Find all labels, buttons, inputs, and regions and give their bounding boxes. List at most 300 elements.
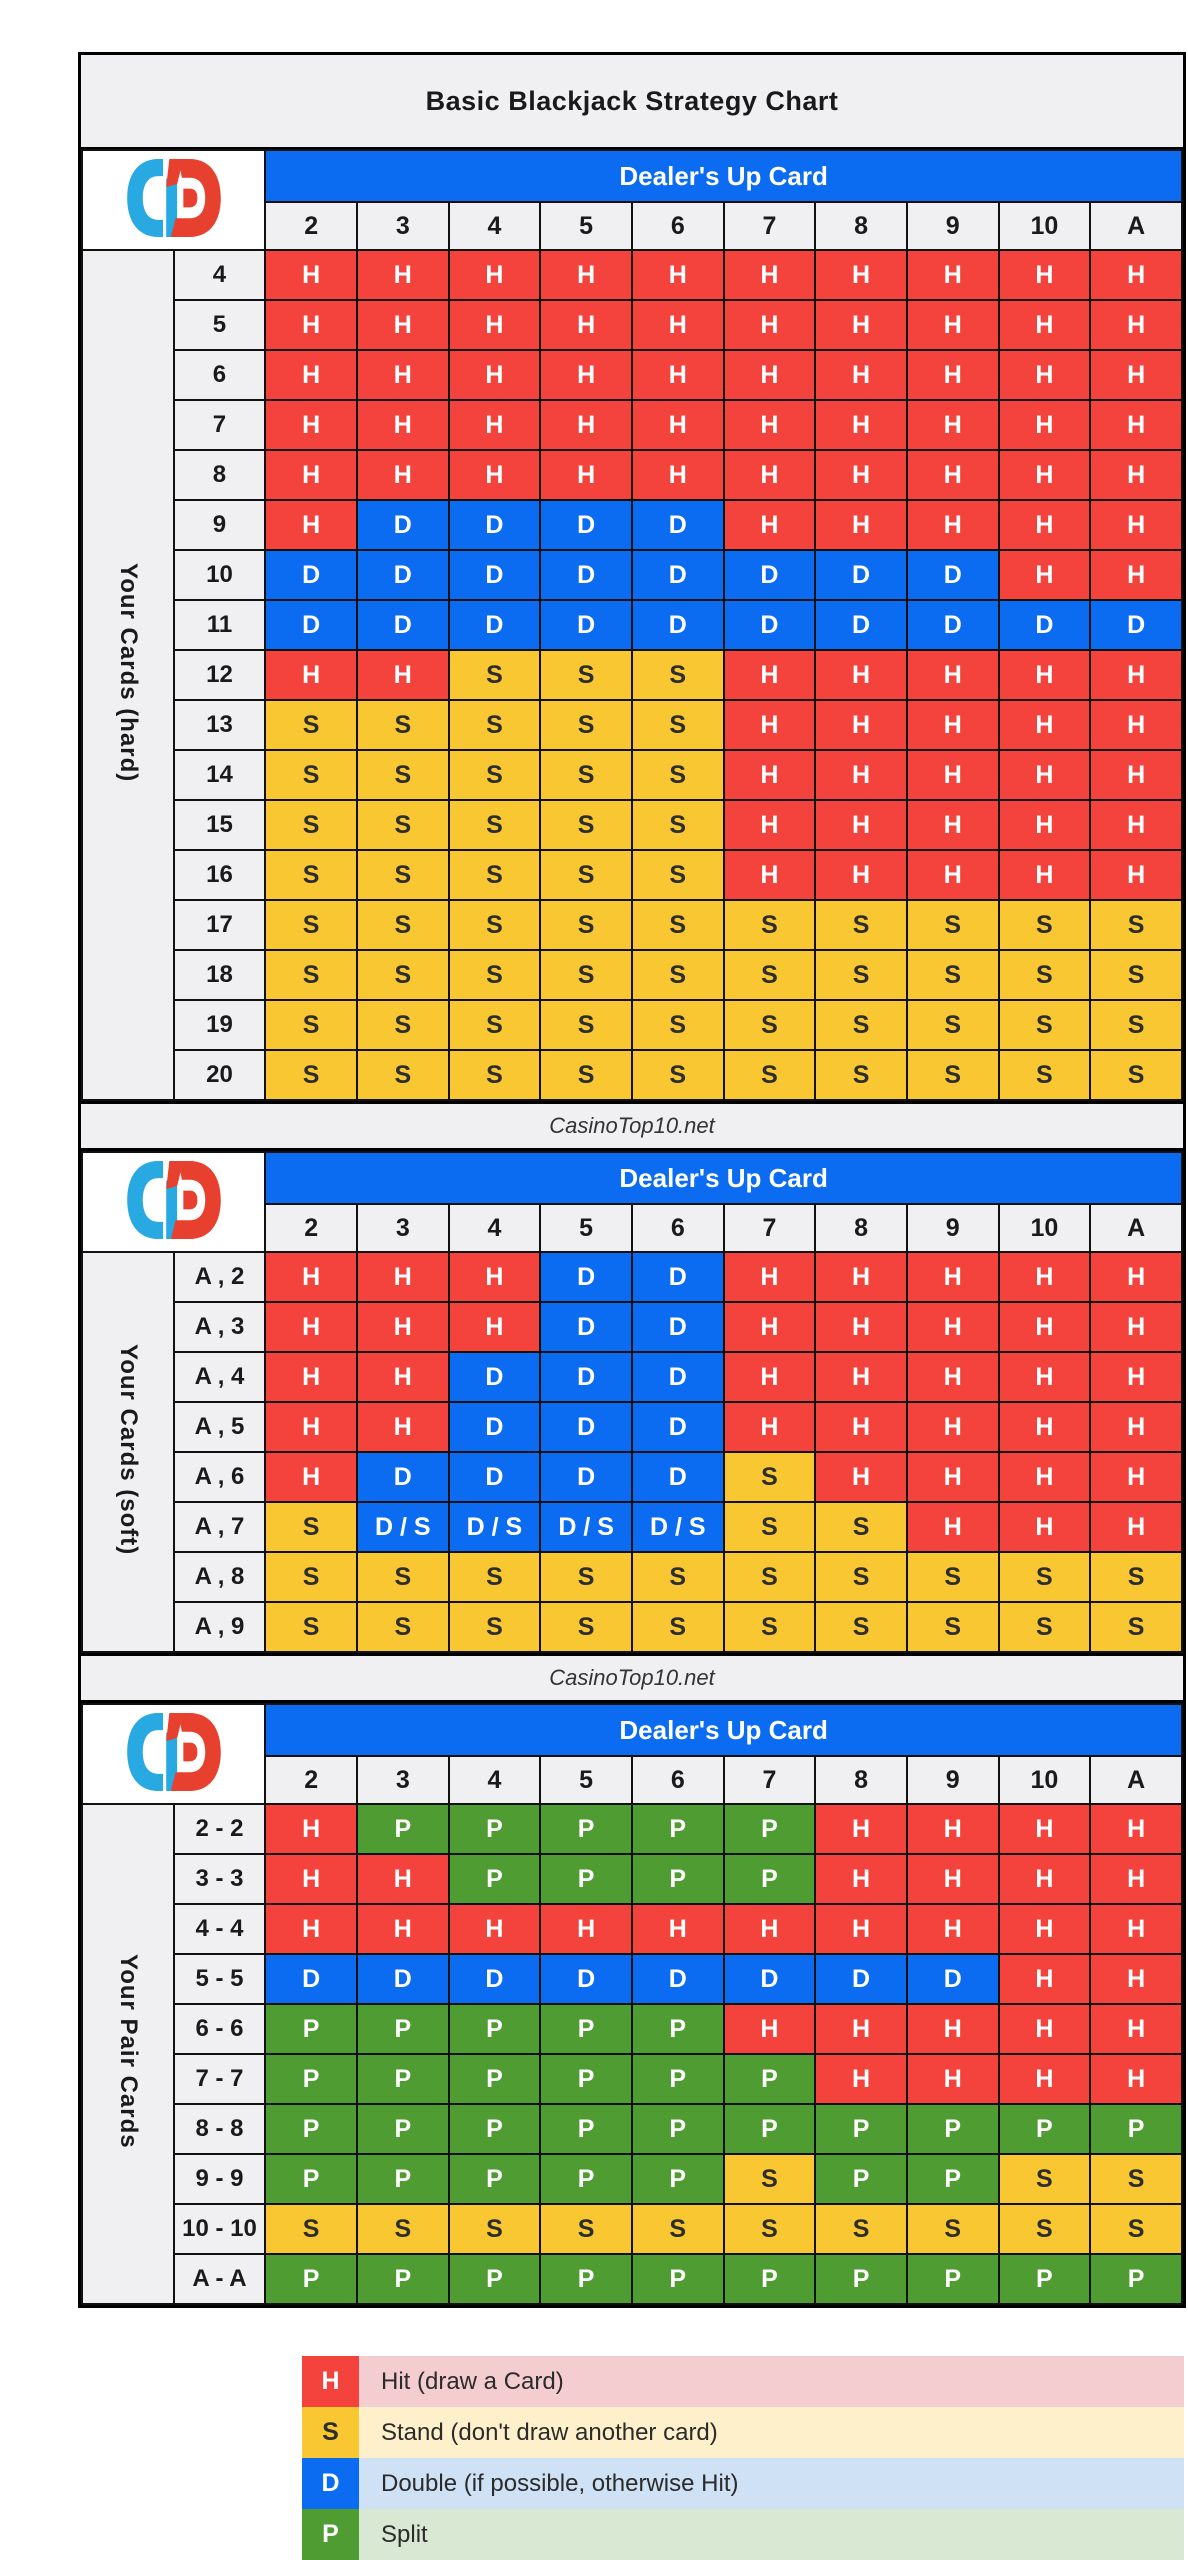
dealer-card-col: 3: [357, 1204, 449, 1252]
strategy-cell: S: [265, 2204, 357, 2254]
dealer-card-col: 5: [540, 202, 632, 250]
row-label: 8 - 8: [174, 2104, 266, 2154]
strategy-cell: S: [357, 1552, 449, 1602]
strategy-cell: P: [1090, 2104, 1182, 2154]
strategy-cell: P: [1090, 2254, 1182, 2304]
strategy-cell: P: [632, 2154, 724, 2204]
strategy-cell: H: [357, 1402, 449, 1452]
strategy-cell: P: [724, 1854, 816, 1904]
watermark-text: CasinoTop10.net: [81, 1653, 1183, 1703]
strategy-cell: D: [357, 500, 449, 550]
strategy-cell: H: [907, 850, 999, 900]
strategy-cell: P: [907, 2254, 999, 2304]
strategy-cell: H: [265, 250, 357, 300]
strategy-cell: P: [907, 2104, 999, 2154]
strategy-cell: S: [265, 1602, 357, 1652]
strategy-cell: P: [632, 1854, 724, 1904]
strategy-cell: D: [357, 600, 449, 650]
strategy-cell: D: [449, 1452, 541, 1502]
strategy-cell: S: [540, 900, 632, 950]
strategy-cell: D: [724, 600, 816, 650]
strategy-cell: H: [724, 850, 816, 900]
strategy-cell: H: [265, 1804, 357, 1854]
strategy-cell: S: [357, 900, 449, 950]
dealer-card-col: 9: [907, 1204, 999, 1252]
strategy-cell: P: [265, 2054, 357, 2104]
strategy-cell: H: [1090, 1854, 1182, 1904]
strategy-cell: S: [724, 900, 816, 950]
strategy-cell: S: [265, 1552, 357, 1602]
strategy-cell: P: [815, 2104, 907, 2154]
row-label: 3 - 3: [174, 1854, 266, 1904]
strategy-cell: D: [540, 1302, 632, 1352]
strategy-cell: S: [815, 2204, 907, 2254]
strategy-cell: H: [724, 300, 816, 350]
dealer-card-col: 2: [265, 1204, 357, 1252]
strategy-cell: S: [357, 1602, 449, 1652]
dealer-card-col: 9: [907, 1756, 999, 1804]
strategy-cell: D: [540, 1402, 632, 1452]
dealer-card-col: A: [1090, 1756, 1182, 1804]
strategy-cell: P: [449, 2054, 541, 2104]
strategy-cell: D: [632, 1352, 724, 1402]
row-label: A , 4: [174, 1352, 266, 1402]
strategy-cell: H: [265, 1452, 357, 1502]
side-label: [82, 1252, 174, 1652]
strategy-cell: H: [815, 1302, 907, 1352]
strategy-cell: S: [540, 2204, 632, 2254]
strategy-cell: P: [815, 2254, 907, 2304]
strategy-cell: D: [632, 550, 724, 600]
dealer-card-col: 8: [815, 1204, 907, 1252]
strategy-cell: H: [1090, 800, 1182, 850]
strategy-cell: H: [265, 350, 357, 400]
side-label-text: Your Cards (soft): [114, 1343, 142, 1556]
strategy-cell: S: [357, 850, 449, 900]
strategy-cell: P: [907, 2154, 999, 2204]
strategy-cell: S: [265, 1000, 357, 1050]
strategy-cell: P: [540, 2154, 632, 2204]
legend-row: [302, 2458, 1184, 2509]
strategy-cell: S: [540, 950, 632, 1000]
strategy-cell: H: [999, 1854, 1091, 1904]
strategy-cell: P: [265, 2004, 357, 2054]
strategy-cell: S: [907, 1000, 999, 1050]
row-label: A , 3: [174, 1302, 266, 1352]
strategy-cell: H: [999, 1954, 1091, 2004]
strategy-cell: S: [815, 950, 907, 1000]
strategy-cell: H: [907, 1252, 999, 1302]
pairs-table: [81, 1703, 1183, 2305]
strategy-cell: H: [357, 300, 449, 350]
strategy-cell: H: [907, 700, 999, 750]
strategy-cell: S: [449, 900, 541, 950]
strategy-cell: P: [357, 1804, 449, 1854]
row-label: 6 - 6: [174, 2004, 266, 2054]
row-label: 16: [174, 850, 266, 900]
strategy-cell: P: [449, 2004, 541, 2054]
strategy-cell: H: [815, 350, 907, 400]
strategy-cell: S: [265, 1502, 357, 1552]
strategy-cell: H: [999, 1904, 1091, 1954]
strategy-cell: P: [540, 2254, 632, 2304]
strategy-cell: H: [907, 250, 999, 300]
strategy-cell: H: [999, 450, 1091, 500]
dealer-card-col: 10: [999, 1756, 1091, 1804]
strategy-cell: H: [1090, 1302, 1182, 1352]
row-label: 10 - 10: [174, 2204, 266, 2254]
strategy-cell: H: [815, 300, 907, 350]
row-label: 7: [174, 400, 266, 450]
strategy-cell: D: [540, 600, 632, 650]
row-label: 12: [174, 650, 266, 700]
strategy-cell: P: [449, 2154, 541, 2204]
strategy-cell: H: [999, 2004, 1091, 2054]
strategy-cell: H: [724, 1302, 816, 1352]
strategy-cell: D: [357, 1452, 449, 1502]
strategy-cell: H: [449, 400, 541, 450]
strategy-cell: H: [357, 350, 449, 400]
strategy-cell: S: [815, 1602, 907, 1652]
strategy-cell: S: [632, 1000, 724, 1050]
strategy-cell: S: [724, 1602, 816, 1652]
strategy-cell: H: [999, 300, 1091, 350]
strategy-cell: S: [815, 1502, 907, 1552]
strategy-cell: H: [265, 1854, 357, 1904]
strategy-cell: S: [999, 900, 1091, 950]
strategy-cell: S: [1090, 1000, 1182, 1050]
strategy-cell: P: [540, 2054, 632, 2104]
strategy-cell: H: [815, 250, 907, 300]
strategy-cell: P: [357, 2154, 449, 2204]
strategy-cell: H: [815, 700, 907, 750]
strategy-cell: H: [265, 400, 357, 450]
strategy-cell: H: [1090, 1804, 1182, 1854]
dealer-card-col: 7: [724, 1204, 816, 1252]
strategy-cell: H: [724, 2004, 816, 2054]
strategy-cell: H: [815, 650, 907, 700]
strategy-cell: H: [540, 450, 632, 500]
strategy-cell: D: [815, 550, 907, 600]
strategy-cell: S: [815, 1000, 907, 1050]
strategy-cell: H: [540, 400, 632, 450]
strategy-cell: H: [724, 1252, 816, 1302]
strategy-cell: H: [907, 500, 999, 550]
strategy-cell: S: [540, 800, 632, 850]
strategy-cell: D: [449, 1402, 541, 1452]
dealer-card-col: 3: [357, 202, 449, 250]
strategy-cell: H: [907, 1402, 999, 1452]
strategy-cell: S: [724, 2154, 816, 2204]
strategy-cell: H: [1090, 2054, 1182, 2104]
strategy-cell: H: [999, 850, 1091, 900]
row-label: A - A: [174, 2254, 266, 2304]
dealer-card-col: 4: [449, 1756, 541, 1804]
strategy-cell: P: [449, 1854, 541, 1904]
strategy-cell: S: [1090, 1602, 1182, 1652]
dealer-card-col: 2: [265, 1756, 357, 1804]
strategy-cell: S: [357, 800, 449, 850]
strategy-cell: S: [265, 800, 357, 850]
strategy-cell: S: [449, 700, 541, 750]
strategy-cell: D: [907, 1954, 999, 2004]
strategy-cell: H: [815, 1904, 907, 1954]
strategy-cell: P: [265, 2254, 357, 2304]
strategy-cell: H: [632, 250, 724, 300]
strategy-cell: S: [357, 1050, 449, 1100]
strategy-cell: H: [815, 450, 907, 500]
strategy-cell: S: [632, 900, 724, 950]
strategy-cell: P: [449, 2254, 541, 2304]
row-label: A , 9: [174, 1602, 266, 1652]
strategy-cell: S: [449, 950, 541, 1000]
strategy-cell: S: [815, 1552, 907, 1602]
strategy-cell: D: [724, 1954, 816, 2004]
strategy-cell: H: [815, 850, 907, 900]
strategy-cell: H: [907, 650, 999, 700]
strategy-cell: H: [815, 400, 907, 450]
strategy-cell: H: [999, 1804, 1091, 1854]
strategy-cell: H: [265, 1402, 357, 1452]
strategy-cell: H: [907, 450, 999, 500]
row-label: 14: [174, 750, 266, 800]
strategy-cell: H: [1090, 350, 1182, 400]
strategy-cell: H: [357, 250, 449, 300]
strategy-cell: P: [357, 2054, 449, 2104]
row-label: 6: [174, 350, 266, 400]
strategy-cell: D: [540, 1252, 632, 1302]
page-title: Basic Blackjack Strategy Chart: [81, 55, 1183, 149]
strategy-cell: H: [999, 650, 1091, 700]
strategy-cell: H: [265, 1904, 357, 1954]
strategy-cell: S: [449, 800, 541, 850]
legend-label: Hit (draw a Card): [359, 2356, 1184, 2407]
casinotop10-logo: [82, 1704, 265, 1804]
strategy-cell: P: [815, 2154, 907, 2204]
strategy-cell: D: [540, 1954, 632, 2004]
dealer-card-col: 9: [907, 202, 999, 250]
strategy-cell: H: [449, 350, 541, 400]
strategy-cell: H: [724, 750, 816, 800]
row-label: A , 8: [174, 1552, 266, 1602]
dealer-card-col: 6: [632, 1204, 724, 1252]
strategy-cell: H: [357, 650, 449, 700]
strategy-cell: S: [357, 700, 449, 750]
strategy-cell: H: [1090, 550, 1182, 600]
strategy-cell: P: [632, 2254, 724, 2304]
strategy-cell: S: [724, 1000, 816, 1050]
strategy-cell: S: [540, 1050, 632, 1100]
strategy-cell: H: [815, 2054, 907, 2104]
strategy-cell: H: [449, 250, 541, 300]
strategy-cell: S: [632, 2204, 724, 2254]
strategy-cell: H: [907, 750, 999, 800]
strategy-cell: S: [632, 1552, 724, 1602]
strategy-cell: H: [724, 400, 816, 450]
strategy-cell: H: [999, 700, 1091, 750]
strategy-cell: H: [999, 1502, 1091, 1552]
strategy-cell: D: [265, 550, 357, 600]
legend-key-swatch: S: [302, 2407, 359, 2458]
dealer-card-col: 3: [357, 1756, 449, 1804]
strategy-cell: D: [265, 1954, 357, 2004]
strategy-cell: H: [449, 450, 541, 500]
casinotop10-logo: [82, 1152, 265, 1252]
strategy-cell: S: [632, 1602, 724, 1652]
strategy-cell: D: [815, 1954, 907, 2004]
dealer-card-col: 8: [815, 1756, 907, 1804]
strategy-cell: H: [815, 1804, 907, 1854]
strategy-cell: H: [449, 1252, 541, 1302]
row-label: A , 2: [174, 1252, 266, 1302]
strategy-cell: H: [632, 300, 724, 350]
strategy-cell: D: [449, 550, 541, 600]
strategy-cell: H: [815, 2004, 907, 2054]
row-label: 10: [174, 550, 266, 600]
strategy-cell: P: [540, 1804, 632, 1854]
strategy-cell: D: [632, 1954, 724, 2004]
strategy-cell: H: [449, 1302, 541, 1352]
strategy-cell: H: [265, 450, 357, 500]
strategy-cell: H: [265, 500, 357, 550]
row-label: 11: [174, 600, 266, 650]
strategy-cell: H: [1090, 300, 1182, 350]
legend-row: [302, 2509, 1184, 2560]
strategy-cell: S: [999, 2154, 1091, 2204]
strategy-cell: P: [724, 2054, 816, 2104]
legend-key-swatch: H: [302, 2356, 359, 2407]
strategy-cell: H: [1090, 1352, 1182, 1402]
strategy-cell: D: [540, 550, 632, 600]
strategy-cell: P: [632, 2104, 724, 2154]
strategy-cell: P: [357, 2254, 449, 2304]
strategy-cell: D: [540, 500, 632, 550]
strategy-cell: H: [724, 800, 816, 850]
strategy-cell: D: [449, 1954, 541, 2004]
strategy-cell: P: [265, 2154, 357, 2204]
strategy-cell: H: [1090, 1402, 1182, 1452]
strategy-cell: H: [815, 750, 907, 800]
strategy-cell: H: [907, 350, 999, 400]
strategy-cell: H: [1090, 1954, 1182, 2004]
strategy-cell: S: [632, 650, 724, 700]
strategy-cell: D / S: [357, 1502, 449, 1552]
strategy-cell: P: [540, 2004, 632, 2054]
strategy-cell: P: [999, 2254, 1091, 2304]
strategy-cell: D: [357, 550, 449, 600]
dealer-card-col: 5: [540, 1204, 632, 1252]
row-label: A , 7: [174, 1502, 266, 1552]
strategy-cell: H: [999, 1302, 1091, 1352]
row-label: 17: [174, 900, 266, 950]
strategy-cell: S: [449, 1552, 541, 1602]
strategy-cell: H: [999, 1252, 1091, 1302]
row-label: 13: [174, 700, 266, 750]
strategy-cell: D: [632, 1452, 724, 1502]
strategy-cell: H: [999, 800, 1091, 850]
strategy-cell: H: [907, 1502, 999, 1552]
strategy-cell: H: [907, 1804, 999, 1854]
strategy-cell: D: [632, 600, 724, 650]
row-label: 9 - 9: [174, 2154, 266, 2204]
strategy-cell: S: [724, 1552, 816, 1602]
strategy-cell: H: [907, 1352, 999, 1402]
strategy-cell: H: [815, 800, 907, 850]
strategy-cell: S: [1090, 1050, 1182, 1100]
strategy-cell: D: [449, 1352, 541, 1402]
dealer-card-col: 6: [632, 1756, 724, 1804]
strategy-cell: S: [265, 850, 357, 900]
strategy-cell: P: [724, 2254, 816, 2304]
strategy-cell: H: [999, 250, 1091, 300]
strategy-cell: S: [1090, 1552, 1182, 1602]
strategy-cell: H: [815, 1352, 907, 1402]
strategy-cell: H: [1090, 650, 1182, 700]
strategy-cell: H: [815, 1854, 907, 1904]
strategy-cell: D: [907, 600, 999, 650]
strategy-cell: H: [724, 700, 816, 750]
strategy-cell: D: [357, 1954, 449, 2004]
strategy-cell: H: [357, 1904, 449, 1954]
strategy-cell: S: [265, 700, 357, 750]
strategy-cell: H: [632, 350, 724, 400]
strategy-cell: D / S: [540, 1502, 632, 1552]
strategy-cell: S: [999, 1602, 1091, 1652]
side-label: [82, 250, 174, 1100]
strategy-cell: S: [999, 950, 1091, 1000]
strategy-cell: H: [265, 1302, 357, 1352]
row-label: 2 - 2: [174, 1804, 266, 1854]
strategy-cell: S: [357, 750, 449, 800]
strategy-cell: P: [540, 2104, 632, 2154]
strategy-cell: H: [724, 350, 816, 400]
strategy-cell: S: [907, 1552, 999, 1602]
row-label: 4 - 4: [174, 1904, 266, 1954]
strategy-cell: H: [265, 650, 357, 700]
strategy-cell: S: [449, 850, 541, 900]
strategy-cell: S: [632, 700, 724, 750]
strategy-cell: H: [907, 1452, 999, 1502]
strategy-cell: S: [632, 850, 724, 900]
legend-label: Double (if possible, otherwise Hit): [359, 2458, 1184, 2509]
strategy-cell: S: [449, 750, 541, 800]
strategy-cell: S: [724, 1502, 816, 1552]
strategy-cell: D: [540, 1452, 632, 1502]
strategy-cell: S: [540, 650, 632, 700]
strategy-cell: S: [999, 1000, 1091, 1050]
strategy-cell: H: [1090, 1904, 1182, 1954]
strategy-cell: H: [540, 300, 632, 350]
strategy-cell: H: [999, 400, 1091, 450]
dealer-card-col: 8: [815, 202, 907, 250]
strategy-cell: S: [540, 750, 632, 800]
strategy-cell: H: [632, 400, 724, 450]
strategy-cell: S: [1090, 900, 1182, 950]
strategy-cell: H: [265, 300, 357, 350]
strategy-cell: H: [999, 1352, 1091, 1402]
strategy-cell: H: [724, 1402, 816, 1452]
strategy-cell: S: [265, 900, 357, 950]
strategy-cell: H: [1090, 1452, 1182, 1502]
strategy-cell: D: [632, 1402, 724, 1452]
strategy-cell: H: [1090, 1502, 1182, 1552]
strategy-cell: H: [999, 2054, 1091, 2104]
dealer-card-col: 2: [265, 202, 357, 250]
strategy-chart: [78, 52, 1186, 2308]
dealer-card-col: A: [1090, 202, 1182, 250]
strategy-cell: S: [449, 650, 541, 700]
strategy-cell: S: [724, 1050, 816, 1100]
